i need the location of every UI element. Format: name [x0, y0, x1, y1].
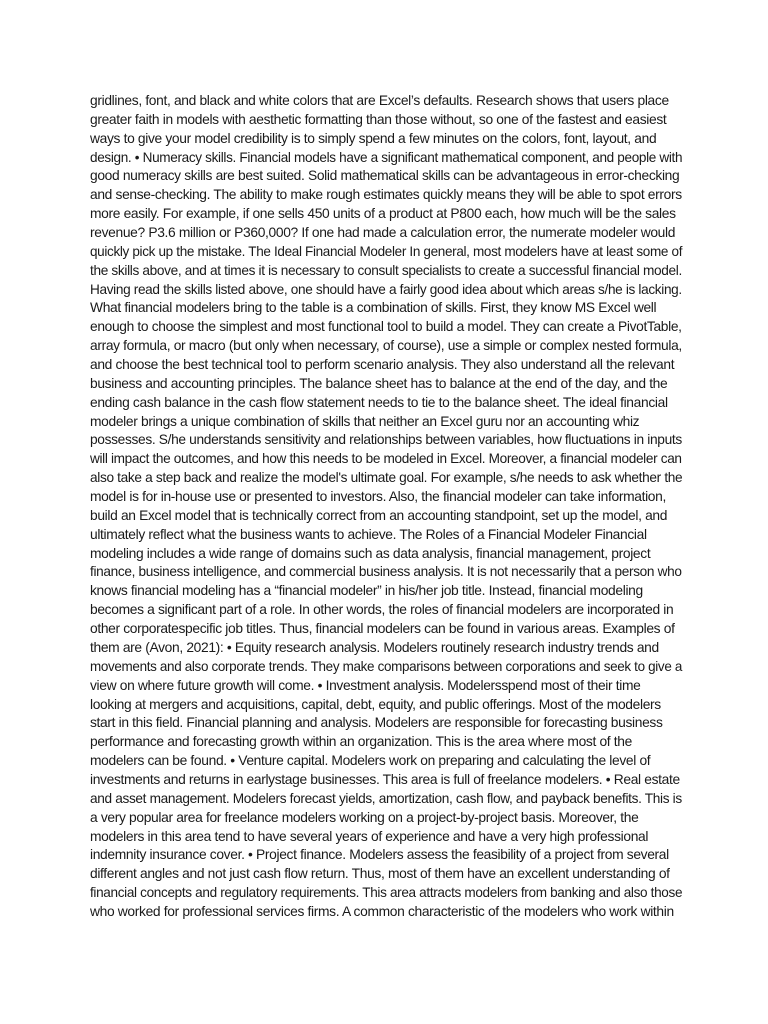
- text-line: performance and forecasting growth within an organization. This is the area where most of the: [90, 733, 632, 750]
- text-line: other corporatespecific job titles. Thus, financial modelers can be found in various areas. Examples of: [90, 620, 675, 637]
- text-line: What financial modelers bring to the table is a combination of skills. First, they know MS Excel well: [90, 299, 657, 316]
- text-line: becomes a significant part of a role. In other words, the roles of financial modelers are incorporated in: [90, 601, 674, 618]
- text-line: the skills above, and at times it is necessary to consult specialists to create a successful financial model.: [90, 261, 682, 278]
- text-line: gridlines, font, and black and white colors that are Excel’s defaults. Research shows that users place: [90, 92, 669, 108]
- text-line: them are (Avon, 2021): • Equity research analysis. Modelers routinely research industry trends and: [90, 638, 659, 655]
- text-line: movements and also corporate trends. They make comparisons between corporations and seek to give a: [90, 657, 683, 674]
- text-line: knows financial modeling has a “financial modeler” in his/her job title. Instead, financial modeling: [90, 582, 643, 599]
- text-line: start in this field. Financial planning and analysis. Modelers are responsible for forecasting business: [90, 714, 663, 731]
- text-line: business and accounting principles. The balance sheet has to balance at the end of the day, and the: [90, 374, 668, 391]
- document-body: [90, 91, 690, 921]
- text-line: financial concepts and regulatory requirements. This area attracts modelers from banking and also those: [90, 884, 683, 901]
- text-line: ending cash balance in the cash flow statement needs to tie to the balance sheet. The ideal financial: [90, 393, 668, 410]
- text-line: more easily. For example, if one sells 450 units of a product at P800 each, how much will be the sales: [90, 205, 676, 222]
- text-line: Having read the skills listed above, one should have a fairly good idea about which areas s/he is lacking.: [90, 280, 682, 297]
- text-line: array formula, or macro (but only when necessary, of course), use a simple or complex nested formula,: [90, 337, 682, 354]
- text-line: modelers can be found. • Venture capital. Modelers work on preparing and calculating the level of: [90, 752, 651, 769]
- text-line: also take a step back and realize the model's ultimate goal. For example, s/he needs to ask whether the: [90, 469, 683, 486]
- text-line: good numeracy skills are best suited. Solid mathematical skills can be advantageous in error-checking: [90, 167, 680, 184]
- text-line: view on where future growth will come. • Investment analysis. Modelersspend most of their time: [90, 676, 641, 693]
- text-line: modelers in this area tend to have several years of experience and have a very high professional: [90, 827, 649, 844]
- text-line: a very popular area for freelance modelers working on a project-by-project basis. Moreover, the: [90, 808, 639, 825]
- text-line: looking at mergers and acquisitions, capital, debt, equity, and public offerings. Most of the modelers: [90, 695, 661, 712]
- text-line: and choose the best technical tool to perform scenario analysis. They also understand all the relevant: [90, 356, 675, 373]
- text-line: modeler brings a unique combination of skills that neither an Excel guru nor an accounting whiz: [90, 412, 640, 429]
- text-line: will impact the outcomes, and how this needs to be modeled in Excel. Moreover, a financial modeler can: [90, 450, 682, 467]
- text-line: enough to choose the simplest and most functional tool to build a model. They can create a PivotTable,: [90, 318, 682, 335]
- text-line: design. • Numeracy skills. Financial models have a significant mathematical component, and people with: [90, 148, 683, 165]
- text-line: possesses. S/he understands sensitivity and relationships between variables, how fluctuations in inputs: [90, 431, 682, 448]
- text-line: different angles and not just cash flow return. Thus, most of them have an excellent understanding of: [90, 865, 670, 882]
- text-line: ways to give your model credibility is to simply spend a few minutes on the colors, font, layout, and: [90, 129, 657, 146]
- text-line: and sense-checking. The ability to make rough estimates quickly means they will be able to spot errors: [90, 186, 682, 203]
- text-line: indemnity insurance cover. • Project finance. Modelers assess the feasibility of a project from several: [90, 846, 669, 863]
- text-line: build an Excel model that is technically correct from an accounting standpoint, set up the model, and: [90, 506, 668, 523]
- text-line: greater faith in models with aesthetic formatting than those without, so one of the fastest and easiest: [90, 110, 667, 127]
- text-line: investments and returns in earlystage businesses. This area is full of freelance modelers. • Real estate: [90, 770, 680, 787]
- text-line: revenue? P3.6 million or P360,000? If one had made a calculation error, the numerate modeler would: [90, 224, 676, 241]
- text-line: quickly pick up the mistake. The Ideal Financial Modeler In general, most modelers have at least some of: [90, 242, 683, 259]
- text-line: who worked for professional services firms. A common characteristic of the modelers who work within: [90, 902, 674, 919]
- text-line: ultimately reflect what the business wants to achieve. The Roles of a Financial Modeler Financial: [90, 525, 647, 542]
- text-line: and asset management. Modelers forecast yields, amortization, cash flow, and payback benefits. This is: [90, 789, 682, 806]
- text-line: finance, business intelligence, and commercial business analysis. It is not necessarily that a person who: [90, 563, 682, 580]
- text-line: model is for in-house use or presented to investors. Also, the financial modeler can take information,: [90, 488, 666, 505]
- text-line: modeling includes a wide range of domains such as data analysis, financial management, project: [90, 544, 651, 561]
